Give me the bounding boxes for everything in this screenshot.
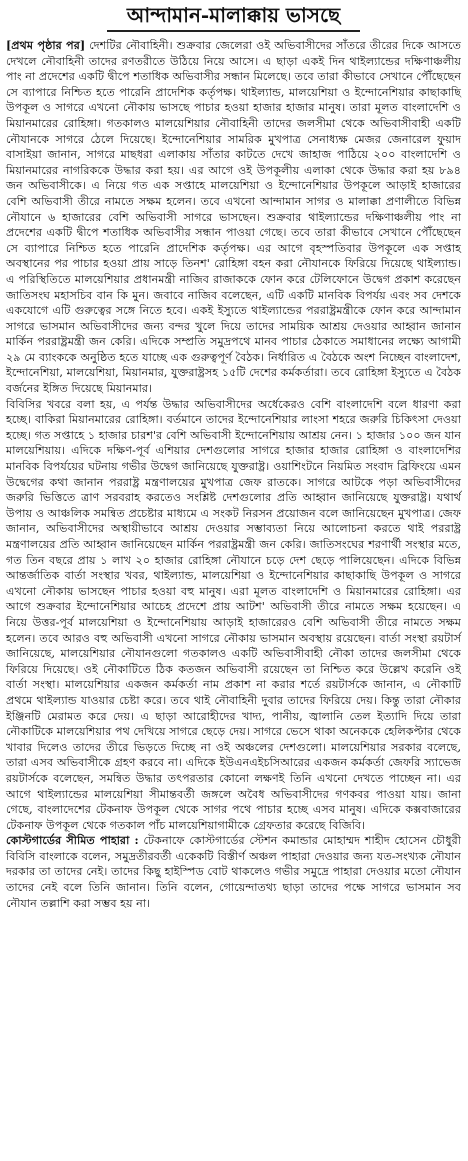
headline: আন্দামান-মালাক্কায় ভাসছে — [107, 2, 360, 32]
paragraph-3 — [6, 833, 461, 911]
article-body — [6, 38, 461, 911]
headline-box — [6, 0, 461, 34]
subhead: কোস্টগার্ডের সীমিত পাহারা : — [6, 833, 139, 848]
paragraph-2: বিবিসির খবরে বলা হয়, এ পর্যন্ত উদ্ধার অভিবাসীদের অর্ধেকেরও বেশি বাংলাদেশি বলে ধারণা করা হচ্ছে। বাকিরা মিয়ানমারের রোহিঙ্গা। বর্তমানে তাদের ইন্দোনেশিয়ার লাংসা শহরে জরুরি চিকিৎসা দেওয়া হচ্ছে। গত সপ্তাহে ১ হাজার চারশ'র বেশি অভিবাসী ইন্দোনেশিয়ায় আশ্রয় নেন। ১ হাজার ১০০ জন যান মালয়েশিয়ায়। এদিকে দক্ষিণ-পূর্ব এশিয়ার দেশগুলোর সাগরে হাজার হাজার রোহিঙ্গা ও বাংলাদেশির মানবিক বিপর্যয়ের ঘটনায় গভীর উদ্বেগ জানিয়েছে যুক্তরাষ্ট্র। ওয়াশিংটনে নিয়মিত সংবাদ ব্রিফিংয়ে এমন উদ্বেগের কথা জানান পররাষ্ট্র মন্ত্রণালয়ের মুখপাত্র জেফ রাতকে। সাগরে আটকে পড়া অভিবাসীদের জরুরি ভিত্তিতে ত্রাণ সরবরাহ করতেও সংশ্লিষ্ট দেশগুলোর প্রতি আহ্বান জানিয়েছে যুক্তরাষ্ট্র। যথার্থ উপায় ও আঞ্চলিক সমন্বিত প্রচেষ্টার মাধ্যমে এ সংকট নিরসন প্রয়োজন বলে জানিয়েছেন মুখপাত্র। জেফ জানান, অভিবাসীদের অস্থায়ীভাবে আশ্রয় দেওয়ার সম্ভাব্যতা নিয়ে আলোচনা করতে থাই পররাষ্ট্র মন্ত্রণালয়ের প্রতি আহ্বান জানিয়েছেন মার্কিন পররাষ্ট্রমন্ত্রী জন কেরি। জাতিসংঘের শরণার্থী সংস্থার মতে, গত তিন বছরে প্রায় ১ লাখ ২০ হাজার রোহিঙ্গা নৌযানে চড়ে দেশ ছেড়ে পালিয়েছেন। এদিকে বিভিন্ন আন্তর্জাতিক বার্তা সংস্থার খবর, থাইল্যান্ড, মালয়েশিয়া ও ইন্দোনেশিয়ার কাছাকাছি উপকূল ও সাগরে এখনো নৌকায় ভাসছেন পাচার হওয়া বহু মানুষ। এরা মূলত বাংলাদেশি ও মিয়ানমারের রোহিঙ্গা। এর আগে শুক্রবার ইন্দোনেশিয়ার আচেহ প্রদেশে প্রায় আটশ' অভিবাসী তীরে নামতে সক্ষম হয়েছেন। এ নিয়ে উত্তর-পূর্ব মালয়েশিয়া ও ইন্দোনেশিয়ায় আড়াই হাজারেরও বেশি অভিবাসী তীরে নামতে সক্ষম হলেন। তবে আরও বহু অভিবাসী এখনো সাগরে নৌকায় ভাসমান অবস্থায় রয়েছেন। বার্তা সংস্থা রয়টার্স জানিয়েছে, মালয়েশিয়ার নৌযানগুলো গতকালও একটি অভিবাসীবাহী নৌকা তাদের জলসীমা থেকে ফিরিয়ে দিয়েছে। ওই নৌকাটিতে ঠিক কতজন অভিবাসী রয়েছেন তা নিশ্চিত করে উল্লেখ করেনি ওই বার্তা সংস্থা। মালয়েশিয়ার একজন কর্মকর্তা নাম প্রকাশ না করার শর্তে রয়টার্সকে জানান, এ নৌকাটি প্রথমে থাইল্যান্ড যাওয়ার চেষ্টা করে। তবে থাই নৌবাহিনী দুবার তাদের ফিরিয়ে দেয়। কিন্তু তারা নৌকার ইঞ্জিনটি মেরামত করে দেয়। এ ছাড়া আরোহীদের খাদ্য, পানীয়, জ্বালানি তেল ইত্যাদি দিয়ে তারা নৌকাটিকে মালয়েশিয়ার পথ দেখিয়ে সাগরে ছেড়ে দেয়। সাগরে ভেসে থাকা অনেককে হেলিকপ্টার থেকে খাবার দিলেও তাদের তীরে ভিড়তে দিচ্ছে না ওই অঞ্চলের দেশগুলো। মালয়েশিয়ার সরকার বলেছে, তারা এসব অভিবাসীকে গ্রহণ করবে না। এদিকে ইউএনএইচসিআরের একজন কর্মকর্তা জেফরি স্যাভেজ রয়টার্সকে বলেছেন, সমন্বিত উদ্ধার তৎপরতার কোনো লক্ষণই তিনি এখনো দেখতে পাচ্ছেন না। এর আগে থাইল্যান্ডের মালয়েশিয়া সীমান্তবর্তী জঙ্গলে অবৈধ অভিবাসীদের গণকবর পাওয়া যায়। জানা গেছে, বাংলাদেশের টেকনাফ উপকূল থেকে সাগর পথে পাচার হচ্ছে এসব মানুষ। এদিকে কক্সবাজারের টেকনাফ উপকূল থেকে গতকাল পাঁচ মালয়েশিয়াগামীকে গ্রেফতার করেছে বিজিবি। — [6, 397, 461, 832]
paragraph-1-text: দেশটির নৌবাহিনী। শুক্রবার জেলেরা ওই অভিবাসীদের সাঁতরে তীরের দিকে আসতে দেখলে নৌবাহিনী তাদের রণতরীতে উঠিয়ে নিয়ে আসে। এ ছাড়া একই দিন থাইল্যান্ডের দক্ষিণাঞ্চলীয় পাং না প্রদেশের একটি দ্বীপে শতাধিক অভিবাসীর সন্ধান মিলেছে। তবে তারা কীভাবে সেখানে পৌঁছেছেন সে ব্যাপারে নিশ্চিত হতে পারেনি প্রাদেশিক কর্তৃপক্ষ। থাইল্যান্ড, মালয়েশিয়া ও ইন্দোনেশিয়ার কাছাকাছি উপকূল ও সাগরে এখনো নৌকায় ভাসছে পাচার হওয়া হাজার হাজার মানুষ। তারা মূলত বাংলাদেশি ও মিয়ানমারের রোহিঙ্গা। গতকালও মালয়েশিয়ার নৌবাহিনী তাদের জলসীমা থেকে অভিবাসীবাহী একটি নৌযানকে সাগরে ঠেলে দিয়েছে। ইন্দোনেশিয়ার সামরিক মুখপাত্র সেনাধ্যক্ষ মেজর জেনারেল ফুয়াদ বাসাইয়া জানান, সাগরে মাছধরা এলাকায় সাঁতার কাটতে দেখে জাহাজ পাঠিয়ে ২০০ বাংলাদেশি ও মিয়ানমারের নাগরিককে উদ্ধার করা হয়। এর আগে ওই উপকূলীয় এলাকা থেকে উদ্ধার করা হয় ৮৯৪ জন অভিবাসীকে। এ নিয়ে গত এক সপ্তাহে মালয়েশিয়া ও ইন্দোনেশিয়ার উপকূলে আড়াই হাজারের বেশি অভিবাসী তীরে নামতে সক্ষম হলেন। তবে এখনো আন্দামান সাগর ও মালাক্কা প্রণালীতে বিভিন্ন নৌযানে ৬ হাজারের বেশি অভিবাসী সাগরে ভাসছেন। শুক্রবার থাইল্যান্ডের দক্ষিণাঞ্চলীয় পাং না প্রদেশের একটি দ্বীপে শতাধিক অভিবাসীর সন্ধান পাওয়া গেছে। তবে তারা কীভাবে সেখানে পৌঁছেছেন সে ব্যাপারে নিশ্চিত হতে পারেনি প্রাদেশিক কর্তৃপক্ষ। এর আগে বৃহস্পতিবার উপকূলে এক সপ্তাহ অবস্থানের পর পাচার হওয়া প্রায় সাড়ে তিনশ' রোহিঙ্গা বহন করা নৌযানকে ফিরিয়ে দিয়েছে থাইল্যান্ড। এ পরিস্থিতিতে মালয়েশিয়ার প্রধানমন্ত্রী নাজিব রাজাককে ফোন করে টেলিফোনে উদ্বেগ প্রকাশ করেছেন জাতিসংঘ মহাসচিব বান কি মুন। জবাবে নাজিব বলেছেন, এটি একটি মানবিক বিপর্যয় এবং সব দেশকে একযোগে এটি গুরুত্বের সঙ্গে নিতে হবে। একই ইস্যুতে থাইল্যান্ডের পররাষ্ট্রমন্ত্রীকে ফোন করে আন্দামান সাগরে ভাসমান অভিবাসীদের জন্য বন্দর খুলে দিয়ে তাদের সাময়িক আশ্রয় দেওয়ার আহ্বান জানান মার্কিন পররাষ্ট্রমন্ত্রী জন কেরি। এদিকে সম্প্রতি সমুদ্রপথে মানব পাচার ঠেকাতে সমাধানের লক্ষ্যে আগামী ২৯ মে ব্যাংককে অনুষ্ঠিত হতে যাচ্ছে এক গুরুত্বপূর্ণ বৈঠক। নির্ধারিত এ বৈঠকে অংশ নিচ্ছেন বাংলাদেশ, ইন্দোনেশিয়া, মালয়েশিয়া, মিয়ানমার, যুক্তরাষ্ট্রসহ ১৫টি দেশের কর্মকর্তারা। তবে রোহিঙ্গা ইস্যুতে এ বৈঠক বর্জনের ইঙ্গিত দিয়েছে মিয়ানমার। — [6, 39, 461, 396]
paragraph-3-text: টেকনাফে কোস্টগার্ডের স্টেশন কমান্ডার মোহাম্মদ শাহীদ হোসেন চৌধুরী বিবিসি বাংলাকে বলেন, সমুদ্রতীরবর্তী একেকটি বিস্তীর্ণ অঞ্চল পাহারা দেওয়ার জন্য যত-সংখ্যক নৌযান দরকার তা তাদের নেই। তাদের কিছু হাইস্পিড বোট থাকলেও গভীর সমুদ্রে পাহারা দেওয়ার মতো নৌযান তাদের নেই বলে তিনি জানান। তিনি বলেন, গোয়েন্দাতথ্য ছাড়া তাদের পক্ষে সাগরে ভাসমান সব নৌযান তল্লাশি করা সম্ভব হয় না। — [6, 834, 462, 910]
lead-label: [প্রথম পৃষ্ঠার পর] — [6, 38, 86, 52]
paragraph-1 — [6, 38, 461, 397]
